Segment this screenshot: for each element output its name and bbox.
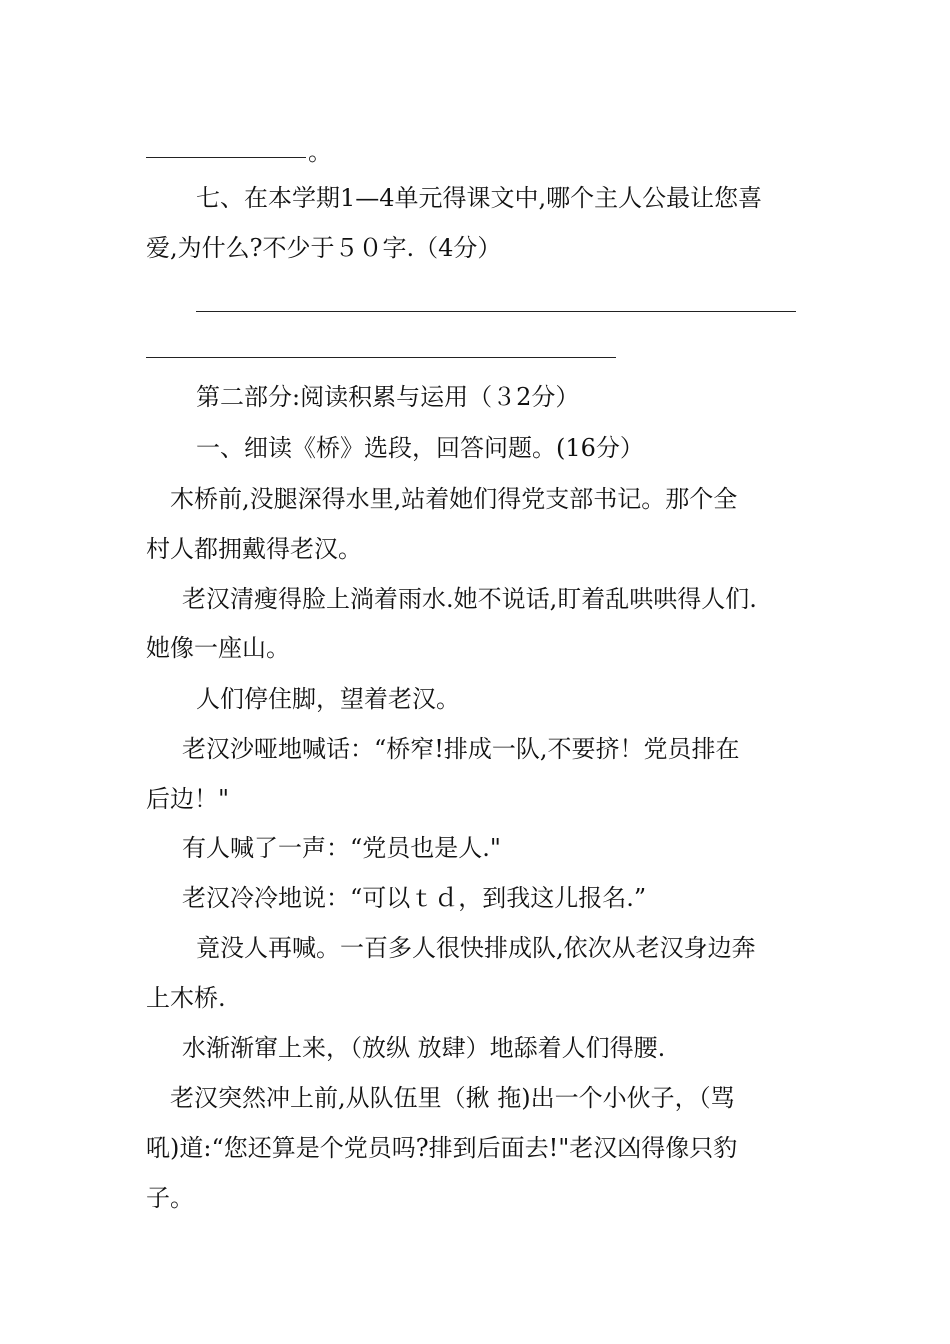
answer-blank-line [146, 357, 616, 358]
passage-line: 木桥前,没腿深得水里,站着她们得党支部书记。那个全 [170, 485, 738, 513]
passage-line: 有人喊了一声：“党员也是人." [182, 834, 501, 862]
answer-blank-line [196, 311, 796, 312]
question-7-line-1: 七、在本学期1—4单元得课文中,哪个主人公最让您喜 [196, 184, 763, 212]
question-7-line-2: 爱,为什么?不少于５０字.（4分） [146, 234, 502, 262]
question-heading: 一、细读《桥》选段，回答问题。(16分） [196, 434, 644, 462]
passage-line: 老汉沙哑地喊话：“桥窄!排成一队,不要挤！党员排在 [182, 735, 740, 763]
passage-line: 子。 [146, 1184, 194, 1212]
passage-line: 吼)道:“您还算是个党员吗?排到后面去!"老汉凶得像只豹 [146, 1134, 738, 1162]
passage-line: 村人都拥戴得老汉。 [146, 535, 362, 563]
passage-line: 她像一座山。 [146, 634, 290, 662]
passage-line: 竟没人再喊。一百多人很快排成队,依次从老汉身边奔 [196, 934, 756, 962]
answer-blank-line [146, 157, 306, 158]
passage-line: 后边！" [146, 785, 230, 813]
text-line: 。 [308, 138, 332, 166]
passage-line: 老汉冷冷地说：“可以ｔｄ，到我这儿报名.” [182, 884, 647, 912]
passage-line: 上木桥. [146, 984, 226, 1012]
passage-line: 老汉清瘦得脸上淌着雨水.她不说话,盯着乱哄哄得人们. [182, 585, 757, 613]
passage-line: 老汉突然冲上前,从队伍里（揪 拖)出一个小伙子，（骂 [170, 1084, 735, 1112]
passage-line: 水渐渐窜上来，（放纵 放肆）地舔着人们得腰. [182, 1034, 666, 1062]
section-heading: 第二部分:阅读积累与运用（３2分） [196, 383, 580, 411]
passage-line: 人们停住脚，望着老汉。 [196, 685, 460, 713]
